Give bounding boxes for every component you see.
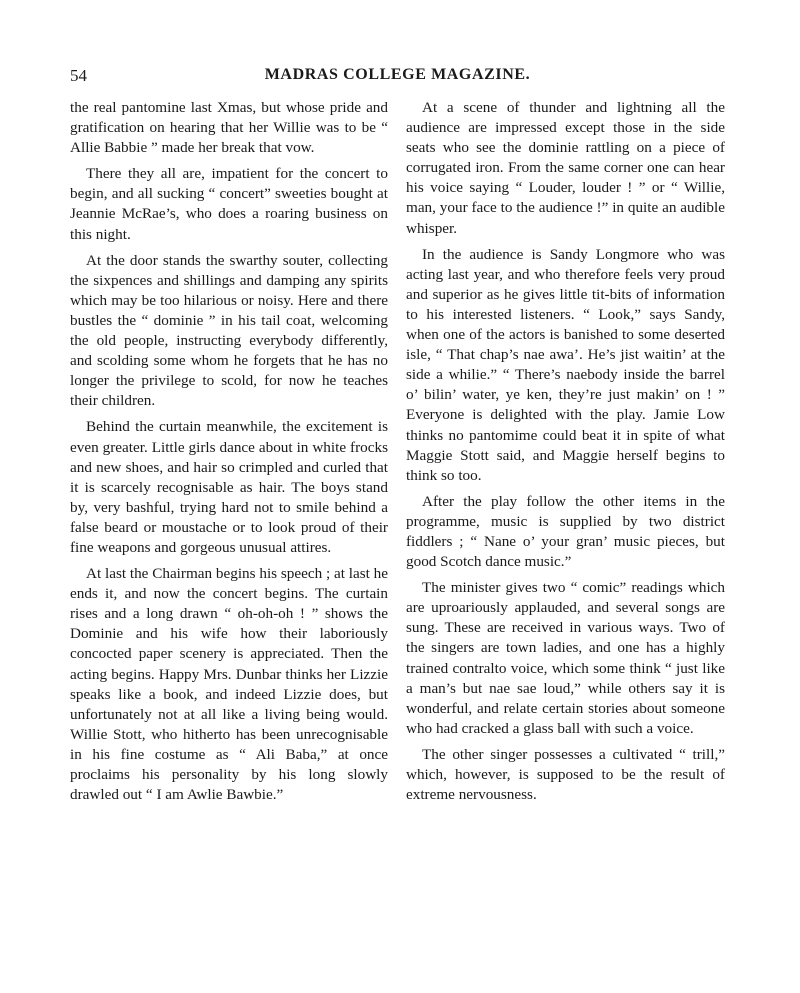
paragraph: the real pantomine last Xmas, but whose pride and gratification on hearing that her Willie was to be “ Allie Babbie ” made her break that vow. [70, 99, 388, 157]
left-column [70, 98, 388, 811]
paragraph: After the play follow the other items in the programme, music is supplied by two district fiddlers ; “ Nane o’ your gran’ music pieces, but good Scotch dance music.” [406, 492, 725, 571]
right-column [406, 98, 725, 811]
paragraph: The other singer possesses a cultivated “ trill,” which, however, is supposed to be the result of extreme nervousness. [406, 745, 725, 804]
paragraph: At a scene of thunder and lightning all the audience are impressed except those in the side seats who see the dominie rattling on a piece of corrugated iron. From the same corner one can hear his voice saying “ Louder, louder ! ” or “ Willie, man, your face to the audience !” in quite an audible whisper. [406, 99, 725, 237]
page-number: 54 [70, 66, 87, 85]
paragraph: In the audience is Sandy Longmore who was acting last year, and who therefore feels very proud and superior as he gives little tit-bits of information to his interested listeners. “ Look,” says Sandy, when one of the actors is banished to some deserted isle, “ That chap’s nae awa’. He’s jist waitin’ at the side a whilie.” “ There’s naebody inside the barrel o’ bilin’ water, ye ken, they’re just makin’ on ! ” Everyone is delighted with the play. Jamie Low thinks no pantomime could beat it in spite of what Maggie Stott said, and Maggie herself begins to think so too. [406, 245, 725, 484]
paragraph: At last the Chairman begins his speech ; at last he ends it, and now the concert begins. The curtain rises and a long drawn “ oh-oh-oh ! ” shows the Dominie and his wife how their laboriously concocted paper scenery is appreciated. Then the acting begins. Happy Mrs. Dunbar thinks her Lizzie speaks like a book, and indeed Lizzie does, but unfortunately not at all like a living being would. Willie Stott, who hitherto has been unrecognisable in his fine costume as “ Ali Baba,” at once proclaims his personality by his long slowly drawled out “ I am Awlie Bawbie.” [70, 565, 388, 804]
magazine-title: MADRAS COLLEGE MAGAZINE. [264, 66, 531, 83]
paragraph: At the door stands the swarthy souter, collecting the sixpences and shillings and damping any spirits which may be too hilarious or noisy. Here and there bustles the “ dominie ” in his tail coat, welcoming the old people, instructing everybody differently, and scolding some whom he forgets that he has no longer the privilege to scold, for now he teaches their children. [70, 251, 388, 410]
paragraph: Behind the curtain meanwhile, the excitement is even greater. Little girls dance about in white frocks and new shoes, and hair so crimpled and curled that it is scarcely recognisable as hair. The boys stand by, very bashful, trying hard not to smile behind a false beard or moustache or to look proud of their fine weapons and gorgeous unusual attires. [70, 418, 388, 556]
paragraph: The minister gives two “ comic” readings which are uproariously applauded, and several songs are sung. These are received in various ways. Two of the singers are town ladies, and one has a highly trained contralto voice, which some think “ just like a man’s but nae sae loud,” while others say it is wonderful, and relate certain stories about someone who had cracked a glass ball with such a voice. [406, 579, 725, 737]
running-head [70, 66, 725, 88]
paragraph: There they all are, impatient for the concert to begin, and all sucking “ concert” sweeties bought at Jeannie McRae’s, who does a roaring business on this night. [70, 165, 388, 243]
